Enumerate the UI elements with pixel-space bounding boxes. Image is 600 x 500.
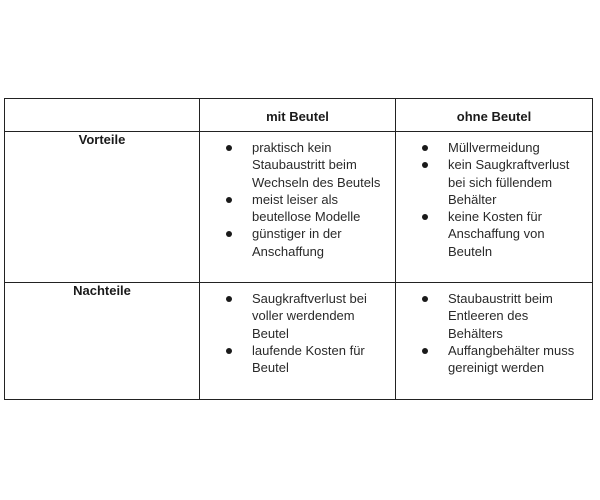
row-label-nachteile: Nachteile <box>5 283 200 400</box>
bullet-icon <box>422 145 428 151</box>
list-item <box>226 290 387 342</box>
list-item-text: Saugkraftverlust bei voller werdendem Beutel <box>252 291 367 341</box>
list-item-text: günstiger in der Anschaffung <box>252 226 342 259</box>
bullet-list <box>200 283 395 376</box>
bullet-icon <box>226 231 232 237</box>
bullet-icon <box>226 348 232 354</box>
cell-vorteile-ohne-beutel <box>396 132 593 283</box>
header-mit-beutel: mit Beutel <box>200 99 396 132</box>
table-header-row <box>5 99 593 132</box>
cell-nachteile-ohne-beutel <box>396 283 593 400</box>
table-row-vorteile <box>5 132 593 283</box>
list-item <box>226 139 387 191</box>
list-item <box>226 342 387 377</box>
list-item-text: Auffangbehälter muss gereinigt werden <box>448 342 575 376</box>
list-item <box>422 156 584 208</box>
header-empty-cell <box>5 99 200 132</box>
table-row-nachteile <box>5 283 593 400</box>
list-item-text: praktisch kein Staubaustritt beim Wechseln des Beutels <box>252 140 381 190</box>
cell-nachteile-mit-beutel <box>200 283 396 400</box>
comparison-table <box>4 98 593 400</box>
list-item <box>422 290 584 342</box>
list-item-text: keine Kosten für Anschaffung von Beuteln <box>448 209 545 259</box>
bullet-icon <box>226 197 232 203</box>
list-item <box>422 139 584 156</box>
list-item-text: Staubaustritt beim Entleeren des Behälters <box>448 291 553 341</box>
header-ohne-beutel: ohne Beutel <box>396 99 593 132</box>
bullet-icon <box>226 296 232 302</box>
list-item <box>422 208 584 260</box>
bullet-list <box>200 132 395 260</box>
bullet-icon <box>226 145 232 151</box>
bullet-icon <box>422 296 428 302</box>
bullet-icon <box>422 348 428 354</box>
list-item-text: kein Saugkraftverlust bei sich füllendem Behälter <box>448 157 570 207</box>
bullet-list <box>396 132 592 260</box>
list-item-text: Müllvermeidung <box>448 140 540 155</box>
bullet-icon <box>422 162 428 168</box>
list-item <box>226 191 387 226</box>
list-item <box>422 342 584 377</box>
bullet-list <box>396 283 592 376</box>
list-item <box>226 225 387 260</box>
cell-vorteile-mit-beutel <box>200 132 396 283</box>
row-label-vorteile: Vorteile <box>5 132 200 283</box>
list-item-text: laufende Kosten für Beutel <box>252 342 365 376</box>
list-item-text: meist leiser als beutellose Modelle <box>252 191 361 225</box>
bullet-icon <box>422 214 428 220</box>
